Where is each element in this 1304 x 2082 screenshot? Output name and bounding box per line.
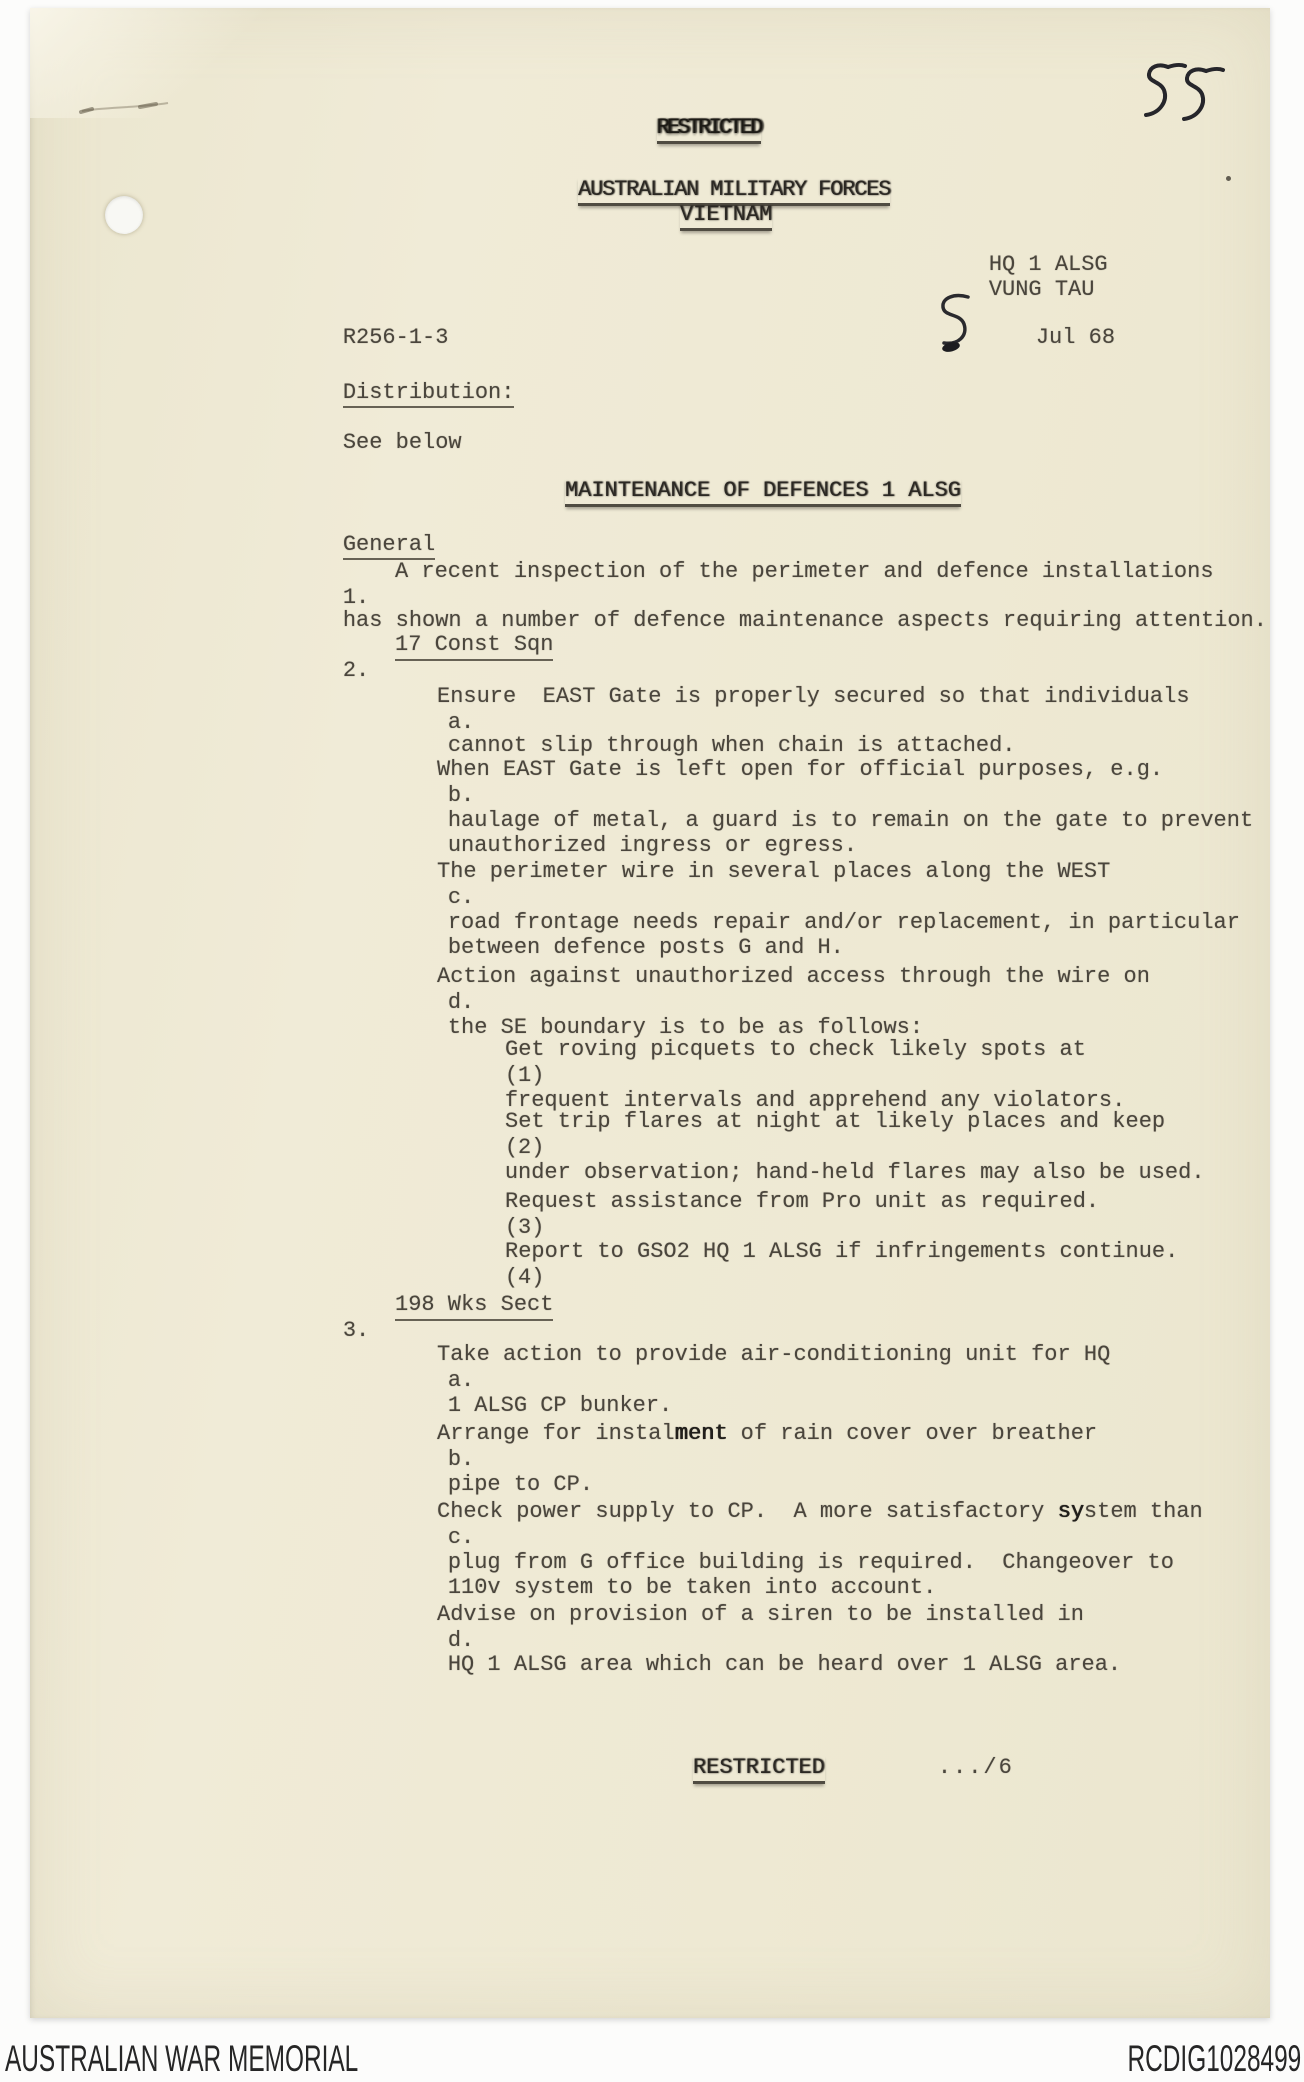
subpara-2-line-2 [452,1134,1205,1185]
subpara-4-label: (4) [504,1265,545,1290]
distribution-value [290,404,462,455]
location-text: VUNG TAU [988,277,1095,302]
punch-hole [105,196,143,234]
para-2d-text-1: Action against unauthorized access through the wire on [437,964,1150,989]
para-3d-line-1 [395,1602,1084,1653]
location-line [936,251,1095,302]
para-3b-text-2: pipe to CP. [447,1472,594,1497]
subpara-3-text-1: Request assistance from Pro unit as required. [505,1189,1100,1214]
date-line [983,299,1116,350]
para-3d-text-1: Advise on provision of a siren to be installed in [437,1602,1084,1627]
subpara-1-text-1: Get roving picquets to check likely spots at [505,1037,1086,1062]
distribution-label [290,354,515,405]
para-2b-line-2 [395,782,1254,833]
subpara-2-text-1: Set trip flares at night at likely places and keep [505,1109,1166,1134]
para-3c-text-1-overstruck: sy [1057,1499,1084,1524]
para-3c-line-3 [395,1549,937,1600]
para-3b-text-1-post: of rain cover over breather [727,1421,1098,1446]
classification-footer-text: RESTRICTED [693,1755,825,1784]
ink-speck [1226,176,1231,181]
para-2b-line-1 [395,757,1164,808]
para-3a-text-1: Take action to provide air-conditioning unit for HQ [437,1342,1111,1367]
para-2-heading [290,632,554,683]
subpara-1-text-2: frequent intervals and apprehend any violators. [504,1088,1126,1113]
para-3c-text-1 [437,1499,1203,1525]
para-2c-line-3 [395,909,844,960]
archive-id: RCDIG1028499 [1127,2038,1301,2079]
file-reference-text: R256-1-3 [342,325,449,350]
para-2b-line-3 [395,807,858,858]
document-title [512,452,961,503]
para-2a-label: a. [447,710,475,735]
para-2d-label: d. [447,990,475,1015]
para-2-number: 2. [342,658,370,683]
subpara-2-text-2: under observation; hand-held flares may also be used. [504,1160,1205,1185]
para-3-heading [290,1292,554,1343]
para-2b-text-1: When EAST Gate is left open for official purposes, e.g. [437,757,1164,782]
handwritten-page-number [1138,58,1238,130]
para-2d-line-1 [395,964,1150,1015]
unit-line [936,226,1108,277]
para-3b-label: b. [447,1447,475,1472]
para-1-text-2: has shown a number of defence maintenance aspects requiring attention. [342,608,1267,633]
subpara-1-label: (1) [504,1063,545,1088]
org-line-1 [530,151,891,202]
para-3b-text-1 [437,1421,1097,1447]
subpara-3-line-1 [452,1189,1100,1240]
org-line-2-text: VIETNAM [680,202,772,231]
classification-header [615,89,761,140]
para-2b-text-3: unauthorized ingress or egress. [447,833,858,858]
para-2a-text-2: cannot slip through when chain is attached. [447,733,1016,758]
page-continuation [877,1729,1014,1780]
subpara-1-line-2 [452,1062,1126,1113]
para-3d-text-2: HQ 1 ALSG area which can be heard over 1 ALSG area. [447,1652,1122,1677]
para-3b-text-1-overstruck: ment [674,1421,728,1446]
para-2a-line-2 [395,707,1016,758]
para-2c-label: c. [447,885,475,910]
subpara-3-label: (3) [504,1215,545,1240]
para-3b-line-1 [395,1421,1098,1472]
para-3-heading-text: 198 Wks Sect [395,1292,553,1321]
para-3c-text-1-post: stem than [1083,1499,1203,1524]
para-3c-text-1-pre: Check power supply to CP. A more satisfactory [437,1499,1058,1524]
para-3a-text-2: 1 ALSG CP bunker. [447,1393,673,1418]
para-3-number: 3. [342,1318,370,1343]
org-line-1-text: AUSTRALIAN MILITARY FORCES [578,177,890,206]
subpara-2-label: (2) [504,1135,545,1160]
classification-footer [640,1729,825,1780]
subpara-4-text-1: Report to GSO2 HQ 1 ALSG if infringements continue. [505,1239,1179,1264]
distribution-value-text: See below [342,430,462,455]
para-3a-line-2 [395,1367,673,1418]
para-3d-label: d. [447,1628,475,1653]
para-3c-label: c. [447,1525,475,1550]
para-2b-label: b. [447,783,475,808]
subpara-1-line-1 [452,1037,1086,1088]
para-2b-text-2: haulage of metal, a guard is to remain on the gate to prevent [447,808,1254,833]
classification-header-text: RESTRICTED [657,115,761,144]
page-continuation-text: .../6 [937,1755,1014,1780]
unit-text: HQ 1 ALSG [988,252,1108,277]
para-1-line-2 [290,582,1267,633]
para-2c-line-1 [395,859,1111,910]
subpara-2-line-1 [452,1109,1166,1160]
section-heading-general-text: General [343,532,435,560]
para-2c-line-2 [395,884,1240,935]
para-2d-text-2: the SE boundary is to be as follows: [447,1015,924,1040]
distribution-label-text: Distribution: [343,380,515,408]
para-3c-text-2: plug from G office building is required. Changeover to [447,1550,1174,1575]
para-3a-line-1 [395,1342,1111,1393]
para-2c-text-2: road frontage needs repair and/or replacement, in particular [447,910,1240,935]
file-reference [290,299,449,350]
para-3c-line-1 [395,1499,1203,1550]
para-2d-line-2 [395,989,924,1040]
para-3b-text-1-pre: Arrange for instal [437,1421,675,1446]
para-3a-label: a. [447,1368,475,1393]
para-1-text-1: A recent inspection of the perimeter and defence installations [395,559,1214,584]
org-line-2 [627,176,773,227]
para-3c-line-2 [395,1524,1174,1575]
archive-name: AUSTRALIAN WAR MEMORIAL [5,2038,359,2079]
para-2-heading-text: 17 Const Sqn [395,632,553,661]
para-2a-text-1: Ensure EAST Gate is properly secured so that individuals [437,684,1190,709]
subpara-4-line-1 [452,1239,1179,1290]
para-2c-text-1: The perimeter wire in several places along the WEST [437,859,1111,884]
para-1-number: 1. [342,585,370,610]
para-3d-line-2 [395,1626,1122,1677]
document-title-text: MAINTENANCE OF DEFENCES 1 ALSG [565,478,961,507]
para-3c-text-3: 110v system to be taken into account. [447,1575,937,1600]
pencil-smudge [78,96,173,118]
para-2c-text-3: between defence posts G and H. [447,935,844,960]
para-3b-line-2 [395,1446,594,1497]
section-heading-general [290,506,436,557]
date-text: Jul 68 [1035,325,1116,350]
